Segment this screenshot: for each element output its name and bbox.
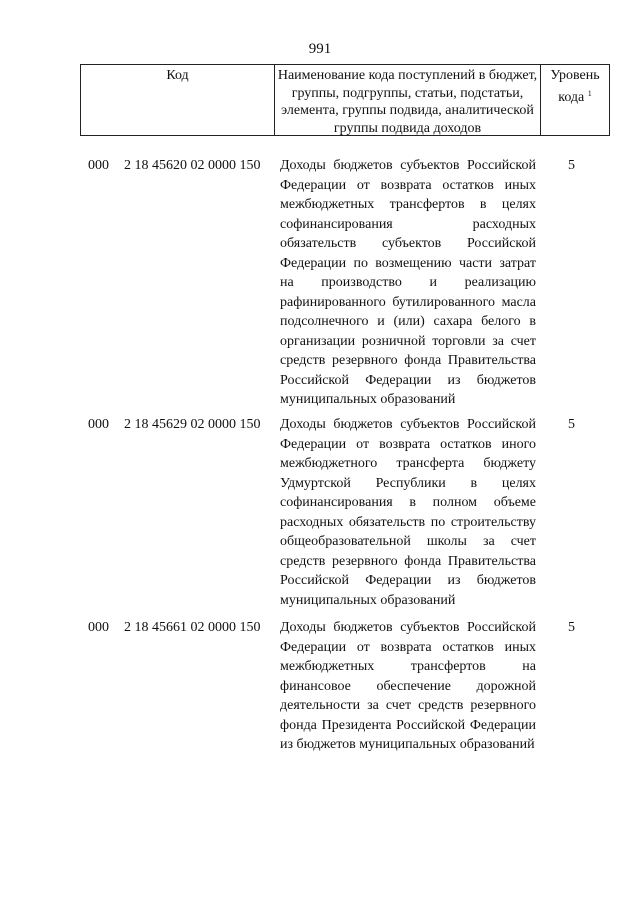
admin-code: 000 <box>88 417 109 432</box>
revenue-code: 2 18 45661 02 0000 150 <box>124 620 261 635</box>
table-header <box>80 64 610 136</box>
revenue-name: Доходы бюджетов субъектов Российской Федерации от возврата остатков иных межбюджетных трансфертов на финансовое обеспечение дорожной деятельности за счет средств резервного фонда Президента Российской Федерации из бюджетов муниципальных образований <box>280 620 536 752</box>
code-level: 5 <box>568 620 575 635</box>
header-name: Наименование кода поступлений в бюджет, группы, подгруппы, статьи, подстатьи, элемента, группы подвида, аналитической группы подвида доходов <box>275 65 541 135</box>
revenue-name: Доходы бюджетов субъектов Российской Федерации от возврата остатков иных межбюджетных трансфертов в целях софинансирования расходных обязательств субъектов Российской Федерации по возмещению части затрат на производство и реализацию рафинированного бутилированного масла подсолнечного и (или) сахара белого в организации розничной торговли за счет средств резервного фонда Правительства Российской Федерации из бюджетов муниципальных образований <box>280 158 536 407</box>
header-level-label: Уровень кода <box>550 68 600 105</box>
revenue-code: 2 18 45620 02 0000 150 <box>124 158 261 173</box>
code-level: 5 <box>568 417 575 432</box>
header-level-footnote: 1 <box>587 88 592 98</box>
page-number: 991 <box>308 41 332 57</box>
admin-code: 000 <box>88 158 109 173</box>
revenue-code: 2 18 45629 02 0000 150 <box>124 417 261 432</box>
header-level <box>541 65 609 135</box>
header-code: Код <box>81 65 275 135</box>
revenue-name: Доходы бюджетов субъектов Российской Федерации от возврата остатков иного межбюджетного трансферта бюджету Удмуртской Республики в целях софинансирования в полном объеме расходных обязательств по строительству общеобразовательной школы за счет средств резервного фонда Правительства Российской Федерации из бюджетов муниципальных образований <box>280 417 536 608</box>
admin-code: 000 <box>88 620 109 635</box>
code-level: 5 <box>568 158 575 173</box>
